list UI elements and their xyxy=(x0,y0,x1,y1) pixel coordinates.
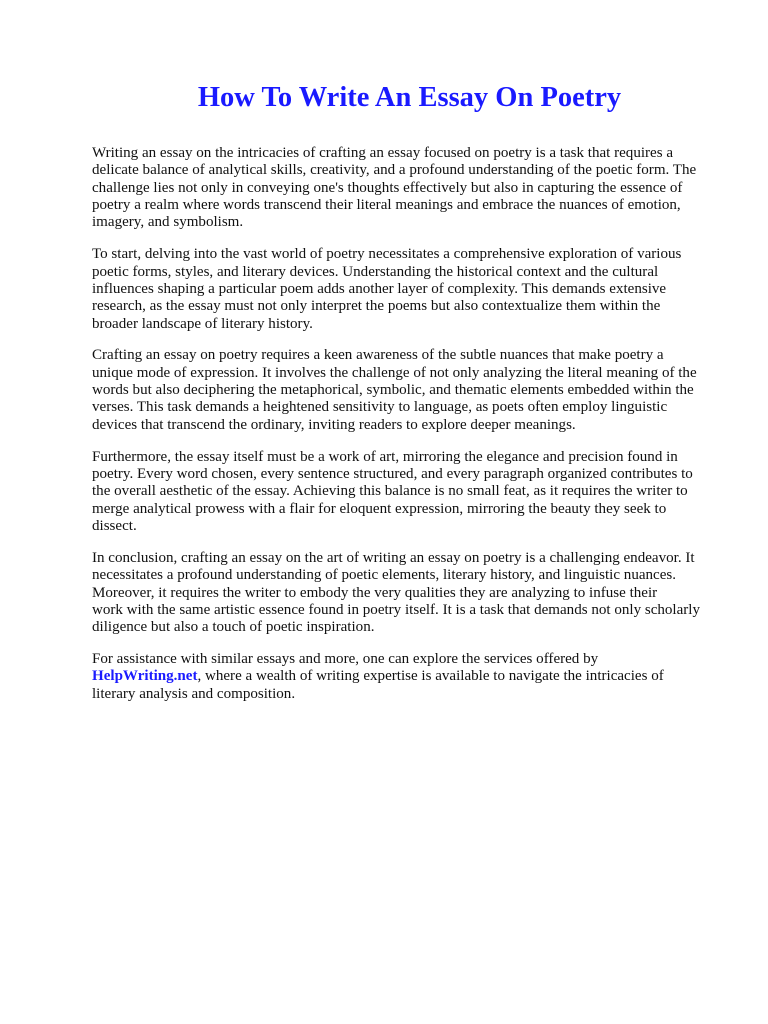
paragraph-3: Crafting an essay on poetry requires a keen awareness of the subtle nuances that make poetry a unique mode of expression. It involves the challenge of not only analyzing the literal meaning of the words but also deciphering the metaphorical, symbolic, and thematic elements embedded within the verses. This task demands a heightened sensitivity to language, as poets often employ linguistic devices that transcend the ordinary, inviting readers to explore deeper meanings. xyxy=(92,347,697,433)
closing-text-before: For assistance with similar essays and more, one can explore the services offered by xyxy=(92,651,599,668)
page-title: How To Write An Essay On Poetry xyxy=(197,82,622,113)
helpwriting-link[interactable]: HelpWriting.net xyxy=(92,668,198,685)
paragraph-1: Writing an essay on the intricacies of crafting an essay focused on poetry is a task that requires a delicate balance of analytical skills, creativity, and a profound understanding of the poetic form. The challenge lies not only in conveying one's thoughts effectively but also in capturing the essence of poetry a realm where words transcend their literal meanings and embrace the nuances of emotion, imagery, and symbolism. xyxy=(92,145,697,231)
paragraph-5: In conclusion, crafting an essay on the art of writing an essay on poetry is a challenging endeavor. It necessitates a profound understanding of poetic elements, literary history, and linguistic nuances. Moreover, it requires the writer to embody the very qualities they are analyzing to infuse their work with the same artistic essence found in poetry itself. It is a task that demands not only scholarly diligence but also a touch of poetic inspiration. xyxy=(92,549,701,636)
closing-text-after: , where a wealth of writing expertise is available to navigate the intricacies of literary analysis and composition. xyxy=(92,668,664,702)
paragraph-2: To start, delving into the vast world of poetry necessitates a comprehensive exploration of various poetic forms, styles, and literary devices. Understanding the historical context and the cultural influences shaping a particular poem adds another layer of complexity. This demands extensive research, as the essay must not only interpret the poems but also contextualize them within the broader landscape of literary history. xyxy=(92,246,682,332)
paragraph-4: Furthermore, the essay itself must be a work of art, mirroring the elegance and precision found in poetry. Every word chosen, every sentence structured, and every paragraph organized contributes to the overall aesthetic of the essay. Achieving this balance is no small feat, as it requires the writer to merge analytical prowess with a flair for eloquent expression, mirroring the beauty they seek to dissect. xyxy=(92,448,693,535)
closing-paragraph xyxy=(92,651,722,703)
essay-body xyxy=(92,145,722,718)
